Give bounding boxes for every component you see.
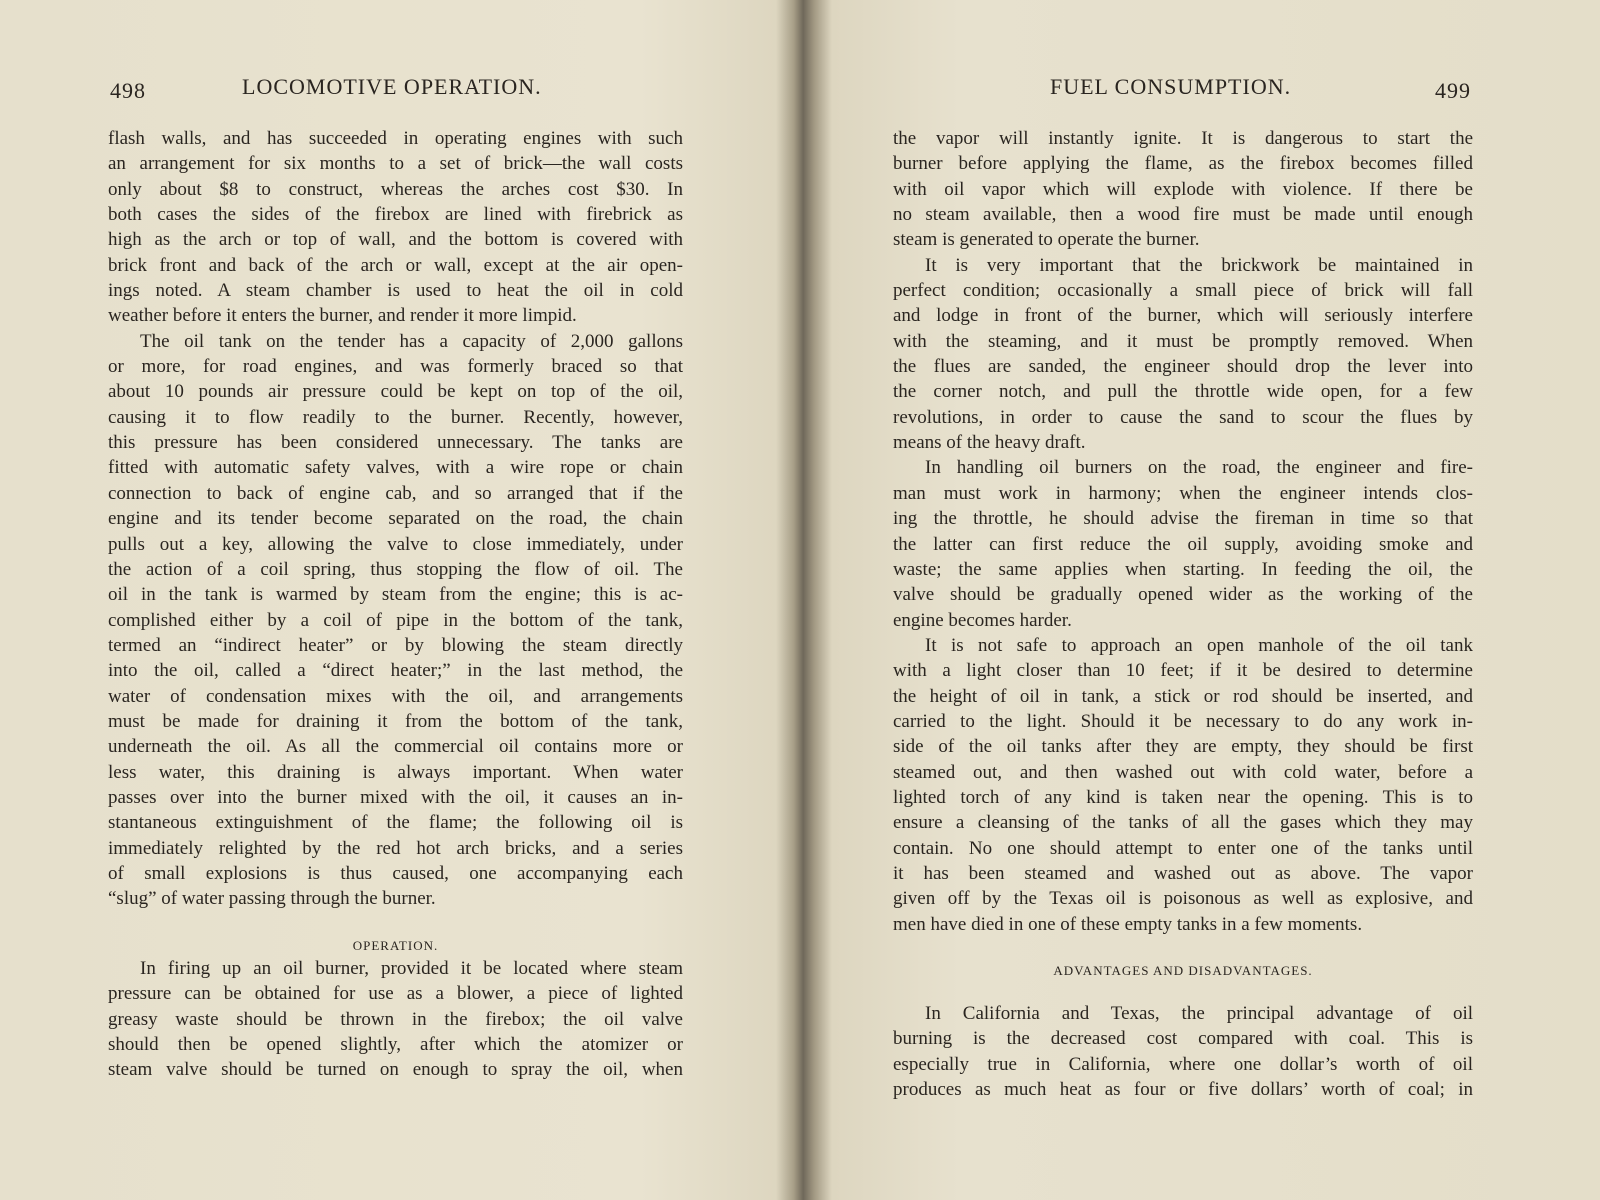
text-line: stantaneous extinguishment of the flame; the following oil is: [108, 812, 683, 834]
text-line: immediately relighted by the red hot arch bricks, and a series: [108, 837, 683, 859]
text-line: burner before applying the flame, as the firebox becomes filled: [893, 153, 1473, 175]
text-line: should then be opened slightly, after which the atomizer or: [108, 1034, 683, 1056]
text-line: engine becomes harder.: [893, 609, 1072, 631]
text-line: high as the arch or top of wall, and the bottom is covered with: [108, 229, 683, 251]
text-line: the action of a coil spring, thus stopping the flow of oil. The: [108, 558, 683, 580]
text-line: the latter can first reduce the oil supply, avoiding smoke and: [893, 533, 1473, 555]
right-page: [805, 0, 1600, 1200]
text-line: perfect condition; occasionally a small piece of brick will fall: [893, 280, 1473, 302]
text-line: the height of oil in tank, a stick or rod should be inserted, and: [893, 685, 1473, 707]
text-line: and lodge in front of the burner, which will seriously interfere: [893, 305, 1473, 327]
text-line: side of the oil tanks after they are empty, they should be first: [893, 736, 1473, 758]
running-head: FUEL CONSUMPTION.: [1050, 74, 1292, 99]
text-line: revolutions, in order to cause the sand to scour the flues by: [893, 406, 1473, 428]
text-line: of small explosions is thus caused, one accompanying each: [108, 862, 683, 884]
text-line: burning is the decreased cost compared with coal. This is: [893, 1028, 1473, 1050]
running-head: LOCOMOTIVE OPERATION.: [242, 74, 542, 99]
text-line: waste; the same applies when starting. In feeding the oil, the: [893, 558, 1473, 580]
text-line: with a light closer than 10 feet; if it be desired to determine: [893, 660, 1473, 682]
text-line: with oil vapor which will explode with violence. If there be: [893, 178, 1473, 200]
text-line: underneath the oil. As all the commercial oil contains more or: [108, 736, 683, 758]
text-line: produces as much heat as four or five dollars’ worth of coal; in: [893, 1079, 1473, 1101]
text-line: the corner notch, and pull the throttle wide open, for a few: [893, 381, 1473, 403]
text-line: with the steaming, and it must be promptly removed. When: [893, 330, 1473, 352]
text-line: oil in the tank is warmed by steam from the engine; this is ac-: [108, 584, 683, 606]
body-text: [893, 126, 1473, 937]
text-line: It is not safe to approach an open manhole of the oil tank: [925, 634, 1473, 656]
text-line: an arrangement for six months to a set of brick—the wall costs: [108, 153, 683, 175]
body-text: [108, 956, 683, 1083]
text-line: about 10 pounds air pressure could be kept on top of the oil,: [108, 381, 683, 403]
section-heading: OPERATION.: [352, 938, 439, 953]
text-line: means of the heavy draft.: [893, 432, 1086, 454]
text-line: men have died in one of these empty tanks in a few moments.: [893, 913, 1363, 935]
text-line: or more, for road engines, and was formerly braced so that: [108, 356, 683, 378]
body-text: [108, 126, 683, 912]
text-line: complished either by a coil of pipe in the bottom of the tank,: [108, 609, 683, 631]
text-line: “slug” of water passing through the burner.: [108, 888, 436, 910]
text-line: no steam available, then a wood fire must be made until enough: [893, 204, 1473, 226]
text-line: given off by the Texas oil is poisonous as well as explosive, and: [893, 888, 1473, 910]
text-line: It is very important that the brickwork be maintained in: [925, 254, 1473, 276]
text-line: flash walls, and has succeeded in operating engines with such: [108, 128, 683, 149]
text-line: greasy waste should be thrown in the firebox; the oil valve: [108, 1008, 683, 1030]
text-line: In California and Texas, the principal advantage of oil: [925, 1003, 1473, 1024]
text-line: ings noted. A steam chamber is used to heat the oil in cold: [108, 280, 683, 302]
text-line: carried to the light. Should it be necessary to do any work in-: [893, 710, 1473, 732]
text-line: lighted torch of any kind is taken near the opening. This is to: [893, 786, 1473, 808]
text-line: causing it to flow readily to the burner. Recently, however,: [108, 406, 683, 428]
text-line: steamed out, and then washed out with cold water, before a: [893, 761, 1473, 783]
text-line: fitted with automatic safety valves, with a wire rope or chain: [108, 457, 683, 479]
text-line: termed an “indirect heater” or by blowing the steam directly: [108, 634, 683, 656]
text-line: pressure can be obtained for use as a blower, a piece of lighted: [108, 983, 683, 1005]
text-line: the vapor will instantly ignite. It is dangerous to start the: [893, 128, 1473, 149]
text-line: it has been steamed and washed out as above. The vapor: [893, 862, 1473, 884]
text-line: weather before it enters the burner, and render it more limpid.: [108, 305, 577, 327]
section-heading: ADVANTAGES AND DISADVANTAGES.: [1053, 963, 1313, 978]
text-line: steam is generated to operate the burner.: [893, 229, 1200, 251]
page-number: 499: [1435, 78, 1471, 103]
text-line: connection to back of engine cab, and so arranged that if the: [108, 482, 683, 504]
page-number: 498: [110, 78, 146, 103]
text-line: In handling oil burners on the road, the engineer and fire-: [925, 457, 1473, 479]
text-line: this pressure has been considered unnecessary. The tanks are: [108, 432, 683, 454]
text-line: pulls out a key, allowing the valve to close immediately, under: [108, 533, 683, 555]
text-line: man must work in harmony; when the engineer intends clos-: [893, 482, 1473, 504]
text-line: ensure a cleansing of the tanks of all the gases which they may: [893, 812, 1473, 834]
text-line: ing the throttle, he should advise the fireman in time so that: [893, 508, 1473, 530]
text-line: engine and its tender become separated on the road, the chain: [108, 508, 683, 530]
text-line: The oil tank on the tender has a capacity of 2,000 gallons: [140, 330, 683, 352]
text-line: contain. No one should attempt to enter one of the tanks until: [893, 837, 1473, 859]
text-line: must be made for draining it from the bottom of the tank,: [108, 710, 683, 732]
text-line: brick front and back of the arch or wall, except at the air open-: [108, 254, 683, 276]
body-text: [893, 1001, 1473, 1102]
text-line: into the oil, called a “direct heater;” in the last method, the: [108, 660, 683, 682]
text-line: water of condensation mixes with the oil, and arrangements: [108, 685, 683, 707]
text-line: both cases the sides of the firebox are lined with firebrick as: [108, 204, 683, 226]
text-line: only about $8 to construct, whereas the arches cost $30. In: [108, 178, 683, 200]
text-line: steam valve should be turned on enough to spray the oil, when: [108, 1059, 683, 1081]
text-line: In firing up an oil burner, provided it be located where steam: [140, 958, 683, 979]
text-line: valve should be gradually opened wider as the working of the: [893, 584, 1473, 606]
text-line: the flues are sanded, the engineer should drop the lever into: [893, 356, 1473, 378]
text-line: passes over into the burner mixed with the oil, it causes an in-: [108, 786, 683, 808]
text-line: especially true in California, where one dollar’s worth of oil: [893, 1053, 1473, 1075]
text-line: less water, this draining is always important. When water: [108, 761, 683, 783]
